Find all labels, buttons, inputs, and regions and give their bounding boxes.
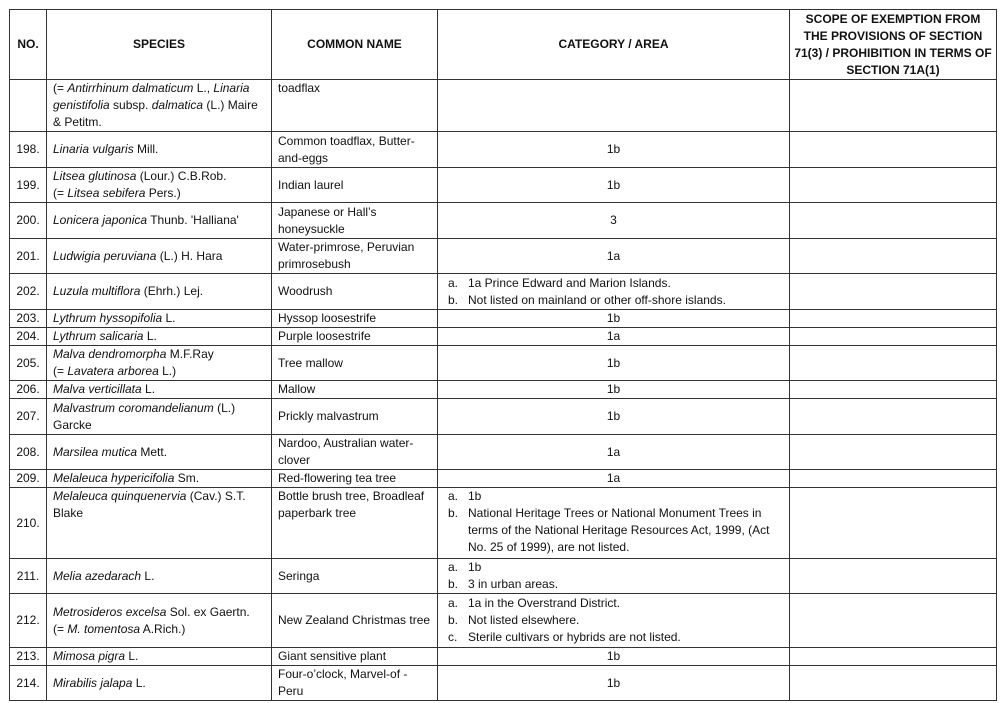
species-name: Lythrum hyssopifolia L.: [47, 310, 272, 328]
list-letter: b.: [448, 577, 459, 591]
scope-of-exemption: [790, 381, 997, 399]
row-number: [10, 80, 47, 132]
common-name: Mallow: [272, 381, 438, 399]
species-name: Linaria vulgaris Mill.: [47, 132, 272, 168]
row-number: 208.: [10, 435, 47, 470]
common-name: New Zealand Christmas tree: [272, 594, 438, 648]
species-name: Malvastrum coromandelianum (L.) Garcke: [47, 399, 272, 435]
scope-of-exemption: [790, 594, 997, 648]
list-text: 1b: [468, 560, 482, 574]
common-name: Common toadflax, Butter-and-eggs: [272, 132, 438, 168]
row-number: 198.: [10, 132, 47, 168]
list-text: Sterile cultivars or hybrids are not listed.: [468, 630, 681, 644]
scope-of-exemption: [790, 488, 997, 559]
species-name: Melaleuca hypericifolia Sm.: [47, 470, 272, 488]
category-area: [438, 488, 790, 559]
category-area: [438, 80, 790, 132]
scope-of-exemption: [790, 435, 997, 470]
category-list-item: [444, 292, 783, 309]
table-row: [10, 666, 997, 701]
list-text: 3 in urban areas.: [468, 577, 559, 591]
category-list-item: [444, 559, 783, 576]
common-name: Four-o’clock, Marvel-of -Peru: [272, 666, 438, 701]
common-name: Japanese or Hall’s honeysuckle: [272, 203, 438, 239]
header-common-name: COMMON NAME: [272, 10, 438, 80]
row-number: 209.: [10, 470, 47, 488]
header-scope-of-exemption: SCOPE OF EXEMPTION FROM THE PROVISIONS OF SECTION 71(3) / PROHIBITION IN TERMS OF SECTION 71A(1): [790, 10, 997, 80]
category-area: 1b: [438, 399, 790, 435]
category-area: 1a: [438, 470, 790, 488]
species-table: [9, 9, 997, 701]
table-row: [10, 559, 997, 594]
species-name: (= Antirrhinum dalmaticum L., Linaria genistifolia subsp. dalmatica (L.) Maire & Petitm.: [47, 80, 272, 132]
list-text: 1a Prince Edward and Marion Islands.: [468, 275, 671, 290]
list-letter: a.: [448, 596, 459, 610]
category-area: 1b: [438, 381, 790, 399]
header-species: SPECIES: [47, 10, 272, 80]
common-name: Red-flowering tea tree: [272, 470, 438, 488]
list-letter: a.: [448, 489, 459, 503]
row-number: 211.: [10, 559, 47, 594]
list-letter: b.: [448, 613, 459, 627]
table-row: [10, 346, 997, 381]
list-text: Not listed elsewhere.: [468, 613, 580, 627]
list-text: 1b: [468, 489, 482, 503]
scope-of-exemption: [790, 239, 997, 274]
category-area: 1b: [438, 310, 790, 328]
species-name: Luzula multiflora (Ehrh.) Lej.: [47, 274, 272, 310]
list-letter: c.: [448, 630, 458, 644]
table-row: [10, 594, 997, 648]
species-name: Marsilea mutica Mett.: [47, 435, 272, 470]
common-name: Seringa: [272, 559, 438, 594]
table-header-row: [10, 10, 997, 80]
species-name: Litsea glutinosa (Lour.) C.B.Rob. (= Litsea sebifera Pers.): [47, 168, 272, 203]
category-list-item: [444, 488, 783, 505]
common-name: Tree mallow: [272, 346, 438, 381]
row-number: 200.: [10, 203, 47, 239]
table-row: [10, 488, 997, 559]
table-row: [10, 470, 997, 488]
species-name: Melaleuca quinquenervia (Cav.) S.T. Blake: [47, 488, 272, 559]
table-row: [10, 435, 997, 470]
list-text: Not listed on mainland or other off-shore islands.: [468, 292, 726, 307]
table-body: [10, 80, 997, 701]
list-text: National Heritage Trees or National Monument Trees in terms of the National Heritage Resources Act, 1999, (Act No. 25 of 1999), are not listed.: [468, 506, 770, 554]
scope-of-exemption: [790, 666, 997, 701]
category-list-item: [444, 505, 783, 556]
table-row: [10, 399, 997, 435]
category-area: 1a: [438, 328, 790, 346]
category-area: [438, 274, 790, 310]
common-name: Hyssop loosestrife: [272, 310, 438, 328]
row-number: 202.: [10, 274, 47, 310]
common-name: Nardoo, Australian water-clover: [272, 435, 438, 470]
row-number: 210.: [10, 488, 47, 559]
category-area: 1b: [438, 168, 790, 203]
scope-of-exemption: [790, 648, 997, 666]
row-number: 213.: [10, 648, 47, 666]
common-name: Water-primrose, Peruvian primrosebush: [272, 239, 438, 274]
list-letter: b.: [448, 506, 459, 520]
scope-of-exemption: [790, 470, 997, 488]
row-number: 204.: [10, 328, 47, 346]
row-number: 214.: [10, 666, 47, 701]
table-row: [10, 239, 997, 274]
category-area: 1a: [438, 435, 790, 470]
table-row: [10, 274, 997, 310]
row-number: 207.: [10, 399, 47, 435]
category-area: 3: [438, 203, 790, 239]
scope-of-exemption: [790, 203, 997, 239]
category-list-item: [444, 275, 783, 292]
category-area: [438, 559, 790, 594]
species-name: Mimosa pigra L.: [47, 648, 272, 666]
row-number: 203.: [10, 310, 47, 328]
scope-of-exemption: [790, 399, 997, 435]
category-list-item: [444, 576, 783, 593]
category-list-item: [444, 612, 783, 629]
scope-of-exemption: [790, 274, 997, 310]
row-number: 201.: [10, 239, 47, 274]
category-area: 1b: [438, 346, 790, 381]
species-name: Mirabilis jalapa L.: [47, 666, 272, 701]
category-area: 1b: [438, 648, 790, 666]
row-number: 206.: [10, 381, 47, 399]
scope-of-exemption: [790, 132, 997, 168]
common-name: Purple loosestrife: [272, 328, 438, 346]
scope-of-exemption: [790, 328, 997, 346]
category-list-item: [444, 629, 783, 646]
species-name: Ludwigia peruviana (L.) H. Hara: [47, 239, 272, 274]
common-name: Bottle brush tree, Broadleaf paperbark tree: [272, 488, 438, 559]
species-name: Lythrum salicaria L.: [47, 328, 272, 346]
scope-of-exemption: [790, 346, 997, 381]
table-row: [10, 648, 997, 666]
category-list: [444, 275, 783, 309]
row-number: 199.: [10, 168, 47, 203]
list-letter: b.: [448, 292, 459, 307]
row-number: 205.: [10, 346, 47, 381]
scope-of-exemption: [790, 80, 997, 132]
scope-of-exemption: [790, 310, 997, 328]
table-row: [10, 80, 997, 132]
species-name: Metrosideros excelsa Sol. ex Gaertn. (= M. tomentosa A.Rich.): [47, 594, 272, 648]
category-area: 1a: [438, 239, 790, 274]
scope-of-exemption: [790, 168, 997, 203]
category-list-item: [444, 595, 783, 612]
species-name: Lonicera japonica Thunb. 'Halliana': [47, 203, 272, 239]
category-list: [444, 595, 783, 646]
category-area: [438, 594, 790, 648]
list-letter: a.: [448, 560, 459, 574]
table-row: [10, 328, 997, 346]
table-row: [10, 168, 997, 203]
row-number: 212.: [10, 594, 47, 648]
species-name: Malva verticillata L.: [47, 381, 272, 399]
list-text: 1a in the Overstrand District.: [468, 596, 621, 610]
common-name: Indian laurel: [272, 168, 438, 203]
table-row: [10, 132, 997, 168]
common-name: Prickly malvastrum: [272, 399, 438, 435]
category-area: 1b: [438, 666, 790, 701]
table-row: [10, 203, 997, 239]
category-area: 1b: [438, 132, 790, 168]
header-no: NO.: [10, 10, 47, 80]
species-name: Melia azedarach L.: [47, 559, 272, 594]
category-list: [444, 488, 783, 556]
table-row: [10, 381, 997, 399]
category-list: [444, 559, 783, 593]
common-name: Giant sensitive plant: [272, 648, 438, 666]
header-category-area: CATEGORY / AREA: [438, 10, 790, 80]
list-letter: a.: [448, 275, 459, 290]
common-name: toadflax: [272, 80, 438, 132]
table-row: [10, 310, 997, 328]
species-name: Malva dendromorpha M.F.Ray (= Lavatera arborea L.): [47, 346, 272, 381]
scope-of-exemption: [790, 559, 997, 594]
common-name: Woodrush: [272, 274, 438, 310]
